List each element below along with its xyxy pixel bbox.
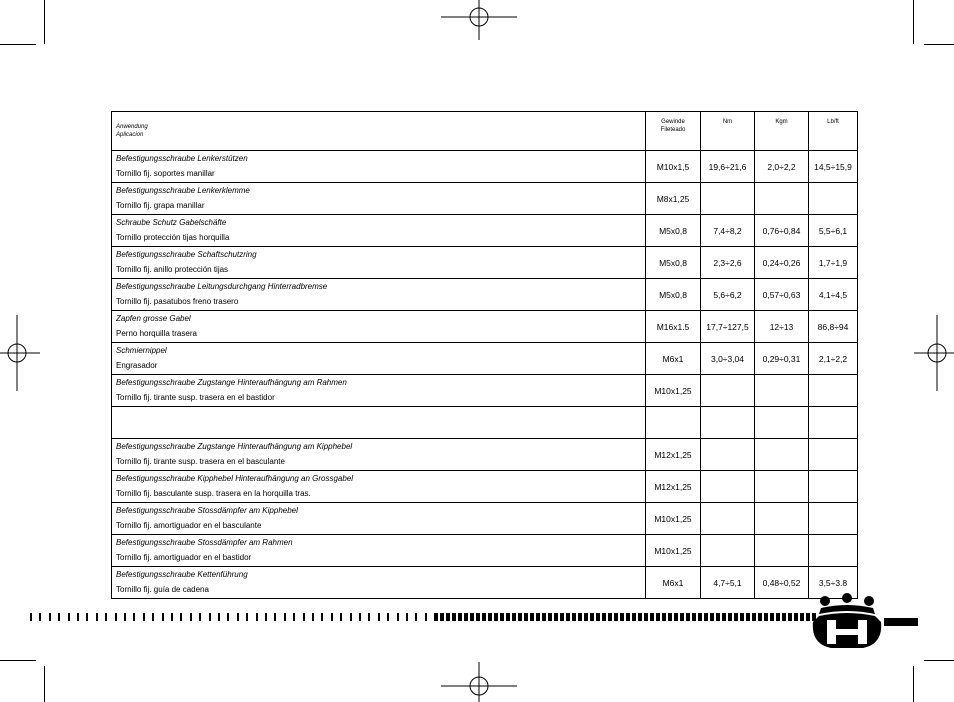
header-application-es: Aplicacion — [116, 132, 144, 138]
header-thread-es: Fileteado — [660, 127, 686, 133]
table-row — [112, 471, 858, 503]
application-cell — [112, 183, 646, 215]
header-kgm — [755, 112, 809, 151]
lbft-cell — [809, 535, 858, 567]
lbft-cell: 1,7÷1,9 — [809, 247, 858, 279]
strip-dash — [668, 613, 672, 621]
strip-dash — [548, 613, 552, 621]
strip-dash — [746, 613, 750, 621]
application-cell — [112, 215, 646, 247]
strip-dash — [171, 613, 173, 621]
registration-mark-icon — [914, 315, 954, 391]
crop-mark — [924, 660, 954, 661]
strip-dash — [265, 613, 267, 621]
strip-dash — [752, 613, 756, 621]
crop-mark — [913, 666, 914, 702]
strip-dash — [524, 613, 528, 621]
strip-dash — [692, 613, 696, 621]
kgm-cell: 0,57÷0,63 — [755, 279, 809, 311]
strip-dash — [500, 613, 504, 621]
strip-dash — [806, 613, 810, 621]
strip-dash — [638, 613, 642, 621]
strip-dash — [770, 613, 774, 621]
strip-dash — [415, 613, 417, 621]
strip-dash — [434, 613, 438, 621]
strip-dash — [209, 613, 211, 621]
application-es: Tornillo fij. tirante susp. trasera en el bastidor — [116, 393, 275, 402]
nm-cell: 5,6÷6,2 — [701, 279, 755, 311]
lbft-cell: 3,5÷3.8 — [809, 567, 858, 599]
strip-dash — [303, 613, 305, 621]
strip-dash — [162, 613, 164, 621]
strip-dash — [256, 613, 258, 621]
strip-dash — [227, 613, 229, 621]
strip-dash — [704, 613, 708, 621]
application-cell — [112, 343, 646, 375]
strip-dash — [578, 613, 582, 621]
strip-dash — [425, 613, 427, 621]
application-es: Tornillo fij. pasatubos freno trasero — [116, 297, 239, 306]
strip-dash — [506, 613, 510, 621]
nm-cell — [701, 471, 755, 503]
application-es: Perno horquilla trasera — [116, 329, 197, 338]
strip-dash — [446, 613, 450, 621]
nm-cell — [701, 407, 755, 439]
application-cell — [112, 311, 646, 343]
table-row — [112, 567, 858, 599]
application-de: Zapfen grosse Gabel — [116, 314, 191, 323]
table-row — [112, 407, 858, 439]
strip-dash — [331, 613, 333, 621]
lbft-cell: 14,5÷15,9 — [809, 151, 858, 183]
torque-table — [111, 111, 858, 599]
strip-dash — [494, 613, 498, 621]
page-strip-solid — [884, 613, 918, 621]
thread-cell: M10x1,25 — [646, 535, 701, 567]
strip-dash — [716, 613, 720, 621]
strip-dash — [554, 613, 558, 621]
strip-dash — [452, 613, 456, 621]
crop-mark — [913, 0, 914, 44]
header-kgm-label: Kgm — [775, 119, 788, 125]
strip-dash — [30, 613, 32, 621]
kgm-cell: 0,29÷0,31 — [755, 343, 809, 375]
strip-dash — [740, 613, 744, 621]
nm-cell: 7,4÷8,2 — [701, 215, 755, 247]
application-de: Befestigungsschraube Leitungsdurchgang Hinterradbremse — [116, 282, 328, 291]
lbft-cell: 86,8÷94 — [809, 311, 858, 343]
lbft-cell — [809, 439, 858, 471]
lbft-cell — [809, 503, 858, 535]
strip-dash — [488, 613, 492, 621]
nm-cell — [701, 503, 755, 535]
nm-cell — [701, 535, 755, 567]
application-es: Tornillo fij. soportes manillar — [116, 169, 215, 178]
strip-dash — [776, 613, 780, 621]
strip-dash — [662, 613, 666, 621]
strip-dash — [614, 613, 618, 621]
application-cell — [112, 535, 646, 567]
application-es: Tornillo fij. anillo protección tijas — [116, 265, 229, 274]
strip-dash — [734, 613, 738, 621]
strip-dash — [312, 613, 314, 621]
application-es: Tornillo fij. guía de cadena — [116, 585, 209, 594]
application-de: Befestigungsschraube Stossdämpfer am Kipphebel — [116, 506, 298, 515]
strip-dash — [530, 613, 534, 621]
lbft-cell: 2,1÷2,2 — [809, 343, 858, 375]
strip-dash — [602, 613, 606, 621]
strip-dash — [518, 613, 522, 621]
strip-dash — [199, 613, 201, 621]
strip-dash — [152, 613, 154, 621]
application-cell — [112, 407, 646, 439]
strip-dash — [482, 613, 486, 621]
application-cell — [112, 151, 646, 183]
header-lbft — [809, 112, 858, 151]
thread-cell: M10x1,25 — [646, 503, 701, 535]
application-cell — [112, 471, 646, 503]
table-row — [112, 375, 858, 407]
strip-dash — [237, 613, 239, 621]
nm-cell: 4,7÷5,1 — [701, 567, 755, 599]
strip-dash — [218, 613, 220, 621]
kgm-cell — [755, 535, 809, 567]
table-row — [112, 343, 858, 375]
strip-dash — [632, 613, 636, 621]
strip-dash — [340, 613, 342, 621]
application-es: Tornillo fij. tirante susp. trasera en el basculante — [116, 457, 285, 466]
strip-dash — [96, 613, 98, 621]
strip-dash — [566, 613, 570, 621]
table-header-row — [112, 112, 858, 151]
strip-dash — [86, 613, 88, 621]
lbft-cell — [809, 375, 858, 407]
table-row — [112, 535, 858, 567]
nm-cell: 2,3÷2,6 — [701, 247, 755, 279]
header-application — [112, 112, 646, 151]
strip-dash — [560, 613, 564, 621]
kgm-cell — [755, 375, 809, 407]
thread-cell: M5x0,8 — [646, 279, 701, 311]
header-lbft-label: Lb/ft — [827, 119, 839, 125]
header-thread — [646, 112, 701, 151]
thread-cell — [646, 407, 701, 439]
kgm-cell — [755, 439, 809, 471]
application-es: Tornillo fij. basculante susp. trasera en la horquilla tras. — [116, 489, 311, 498]
strip-dash — [180, 613, 182, 621]
strip-dash — [190, 613, 192, 621]
nm-cell: 3,0÷3,04 — [701, 343, 755, 375]
strip-dash — [476, 613, 480, 621]
strip-dash — [686, 613, 690, 621]
strip-dash — [698, 613, 702, 621]
header-application-de: Anwendung — [116, 124, 148, 130]
strip-dash — [406, 613, 408, 621]
strip-dash — [536, 613, 540, 621]
crop-mark — [0, 44, 36, 45]
strip-dash — [620, 613, 624, 621]
strip-dash — [378, 613, 380, 621]
table-row — [112, 215, 858, 247]
strip-dash — [584, 613, 588, 621]
thread-cell: M10x1,25 — [646, 375, 701, 407]
crop-mark — [0, 660, 36, 661]
strip-dash — [458, 613, 462, 621]
strip-dash — [764, 613, 768, 621]
strip-dash — [77, 613, 79, 621]
strip-dash — [440, 613, 444, 621]
table-row — [112, 503, 858, 535]
strip-dash — [143, 613, 145, 621]
application-de: Befestigungsschraube Lenkerstützen — [116, 154, 248, 163]
application-de: Befestigungsschraube Stossdämpfer am Rahmen — [116, 538, 293, 547]
kgm-cell — [755, 503, 809, 535]
strip-dash — [644, 613, 648, 621]
header-nm-label: Nm — [722, 119, 733, 125]
application-cell — [112, 567, 646, 599]
application-es: Tornillo fij. grapa manillar — [116, 201, 205, 210]
strip-dash — [788, 613, 792, 621]
strip-dash — [710, 613, 714, 621]
application-de: Befestigungsschraube Zugstange Hinteraufhängung am Kipphebel — [116, 442, 353, 451]
header-thread-de: Gewinde — [661, 119, 685, 125]
table-row — [112, 183, 858, 215]
strip-dash — [626, 613, 630, 621]
application-es: Tornillo protección tijas horquilla — [116, 233, 230, 242]
application-de: Befestigungsschraube Lenkerklemme — [116, 186, 250, 195]
nm-cell — [701, 439, 755, 471]
application-de: Befestigungsschraube Kipphebel Hinteraufhängung an Grossgabel — [116, 474, 354, 483]
strip-dash — [656, 613, 660, 621]
thread-cell: M8x1,25 — [646, 183, 701, 215]
thread-cell: M16x1.5 — [646, 311, 701, 343]
application-de: Schraube Schutz Gabelschäfte — [116, 218, 227, 227]
thread-cell: M10x1,5 — [646, 151, 701, 183]
strip-dash — [470, 613, 474, 621]
strip-dash — [124, 613, 126, 621]
strip-dash — [464, 613, 468, 621]
kgm-cell: 0,76÷0,84 — [755, 215, 809, 247]
application-cell — [112, 375, 646, 407]
lbft-cell: 5,5÷6,1 — [809, 215, 858, 247]
strip-dash — [58, 613, 60, 621]
application-de: Befestigungsschraube Zugstange Hinteraufhängung am Rahmen — [116, 378, 347, 387]
strip-dash — [596, 613, 600, 621]
nm-cell — [701, 375, 755, 407]
application-es: Tornillo fij. amortiguador en el bastidor — [116, 553, 252, 562]
table-row — [112, 279, 858, 311]
strip-dash — [650, 613, 654, 621]
kgm-cell — [755, 407, 809, 439]
strip-dash — [387, 613, 389, 621]
nm-cell: 17,7÷127,5 — [701, 311, 755, 343]
kgm-cell — [755, 471, 809, 503]
thread-cell: M12x1,25 — [646, 439, 701, 471]
strip-dash — [284, 613, 286, 621]
lbft-cell — [809, 183, 858, 215]
thread-cell: M6x1 — [646, 343, 701, 375]
header-nm — [701, 112, 755, 151]
crop-mark — [44, 666, 45, 702]
strip-dash — [397, 613, 399, 621]
strip-dash — [722, 613, 726, 621]
strip-dash — [274, 613, 276, 621]
strip-dash — [794, 613, 798, 621]
strip-dash — [542, 613, 546, 621]
table-row — [112, 439, 858, 471]
application-cell — [112, 247, 646, 279]
application-cell — [112, 503, 646, 535]
strip-dash — [359, 613, 361, 621]
application-es: Tornillo fij. amortiguador en el basculante — [116, 521, 262, 530]
thread-cell: M5x0,8 — [646, 215, 701, 247]
application-de: Befestigungsschraube Schaftschutzring — [116, 250, 257, 259]
table-row — [112, 151, 858, 183]
application-es: Engrasador — [116, 361, 158, 370]
strip-dash — [246, 613, 248, 621]
strip-dash — [39, 613, 41, 621]
strip-dash — [674, 613, 678, 621]
lbft-cell — [809, 471, 858, 503]
table-row — [112, 311, 858, 343]
thread-cell: M12x1,25 — [646, 471, 701, 503]
registration-mark-icon — [0, 315, 40, 391]
husqvarna-crown-h-icon — [811, 592, 883, 650]
thread-cell: M6x1 — [646, 567, 701, 599]
strip-dash — [321, 613, 323, 621]
strip-dash — [115, 613, 117, 621]
application-cell — [112, 439, 646, 471]
kgm-cell: 2,0÷2,2 — [755, 151, 809, 183]
strip-dash — [133, 613, 135, 621]
strip-dash — [608, 613, 612, 621]
kgm-cell: 0,48÷0,52 — [755, 567, 809, 599]
strip-dash — [368, 613, 370, 621]
strip-dash — [105, 613, 107, 621]
registration-mark-icon — [441, 0, 517, 40]
kgm-cell — [755, 183, 809, 215]
registration-mark-icon — [441, 662, 517, 702]
strip-dash — [680, 613, 684, 621]
application-de: Befestigungsschraube Kettenführung — [116, 570, 248, 579]
strip-dash — [590, 613, 594, 621]
kgm-cell: 0,24÷0,26 — [755, 247, 809, 279]
thread-cell: M5x0,8 — [646, 247, 701, 279]
strip-dash — [293, 613, 295, 621]
strip-dash — [512, 613, 516, 621]
page-strip-dashes — [30, 613, 820, 621]
table-row — [112, 247, 858, 279]
strip-dash — [49, 613, 51, 621]
strip-dash — [728, 613, 732, 621]
nm-cell: 19,6÷21,6 — [701, 151, 755, 183]
nm-cell — [701, 183, 755, 215]
application-cell — [112, 279, 646, 311]
strip-dash — [800, 613, 804, 621]
strip-dash — [68, 613, 70, 621]
strip-dash — [758, 613, 762, 621]
lbft-cell — [809, 407, 858, 439]
lbft-cell: 4,1÷4,5 — [809, 279, 858, 311]
strip-dash — [782, 613, 786, 621]
application-de: Schmiernippel — [116, 346, 167, 355]
crop-mark — [924, 44, 954, 45]
kgm-cell: 12÷13 — [755, 311, 809, 343]
crop-mark — [44, 0, 45, 44]
strip-dash — [572, 613, 576, 621]
strip-dash — [350, 613, 352, 621]
